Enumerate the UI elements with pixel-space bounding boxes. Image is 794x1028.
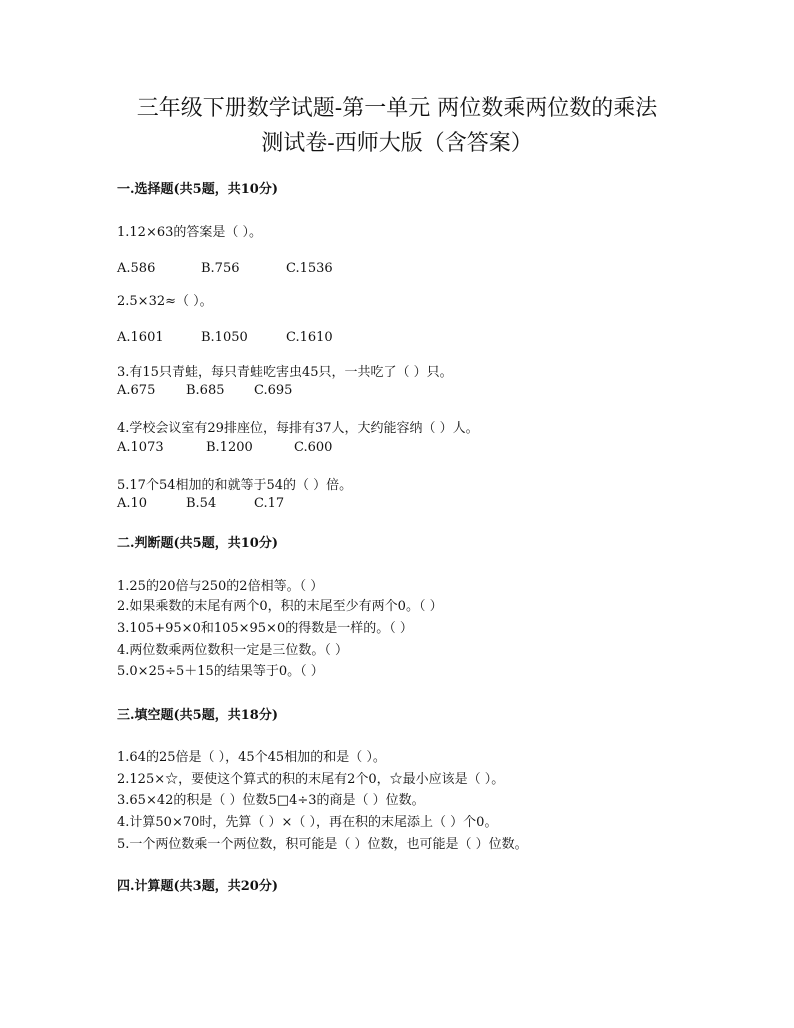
question-4-option-a: A.1073 <box>117 440 164 455</box>
question-1-option-b: B.756 <box>201 261 240 276</box>
question-3-option-c: C.695 <box>254 383 293 398</box>
section-heading-calculation: 四.计算题(共3题，共20分) <box>117 879 278 894</box>
judge-item-5: 5.0×25÷5＋15的结果等于0。（ ） <box>117 664 324 679</box>
section-heading-true-false: 二.判断题(共5题，共10分) <box>117 536 278 551</box>
question-1-option-a: A.586 <box>117 261 156 276</box>
question-3-option-a: A.675 <box>117 383 156 398</box>
question-1-option-c: C.1536 <box>286 261 333 276</box>
question-3-option-b: B.685 <box>186 383 225 398</box>
question-4-option-c: C.600 <box>294 440 333 455</box>
section-heading-choice: 一.选择题(共5题，共10分) <box>117 182 278 197</box>
question-2-option-b: B.1050 <box>201 330 248 345</box>
page-title-line-1: 三年级下册数学试题-第一单元 两位数乘两位数的乘法 <box>136 96 658 121</box>
question-5-option-b: B.54 <box>186 496 217 511</box>
fill-item-4: 4.计算50×70时，先算（ ）×（ ），再在积的末尾添上（ ）个0。 <box>117 815 498 830</box>
question-4-stem: 4.学校会议室有29排座位，每排有37人，大约能容纳（ ）人。 <box>117 421 479 436</box>
fill-item-1: 1.64的25倍是（ ），45个45相加的和是（ ）。 <box>117 750 386 765</box>
section-heading-fill-blank: 三.填空题(共5题，共18分) <box>117 708 278 723</box>
question-5-option-c: C.17 <box>254 496 285 511</box>
question-1-stem: 1.12×63的答案是（ ）。 <box>117 225 263 240</box>
fill-item-3: 3.65×42的积是（ ）位数5□4÷3的商是（ ）位数。 <box>117 793 425 808</box>
judge-item-2: 2.如果乘数的末尾有两个0，积的末尾至少有两个0。（ ） <box>117 599 443 614</box>
question-3-stem: 3.有15只青蛙，每只青蛙吃害虫45只，一共吃了（ ）只。 <box>117 365 453 380</box>
question-2-stem: 2.5×32≈（ ）。 <box>117 294 213 309</box>
question-5-option-a: A.10 <box>117 496 148 511</box>
judge-item-1: 1.25的20倍与250的2倍相等。（ ） <box>117 579 324 594</box>
judge-item-4: 4.两位数乘两位数积一定是三位数。（ ） <box>117 643 349 658</box>
fill-item-5: 5.一个两位数乘一个两位数，积可能是（ ）位数，也可能是（ ）位数。 <box>117 837 528 852</box>
fill-item-2: 2.125×☆，要使这个算式的积的末尾有2个0，☆最小应该是（ ）。 <box>117 772 505 787</box>
question-5-stem: 5.17个54相加的和就等于54的（ ）倍。 <box>117 478 353 493</box>
question-2-option-a: A.1601 <box>117 330 164 345</box>
judge-item-3: 3.105+95×0和105×95×0的得数是一样的。（ ） <box>117 621 413 636</box>
page-title-line-2: 测试卷-西师大版（含答案） <box>261 131 533 156</box>
question-2-option-c: C.1610 <box>286 330 333 345</box>
question-4-option-b: B.1200 <box>206 440 253 455</box>
